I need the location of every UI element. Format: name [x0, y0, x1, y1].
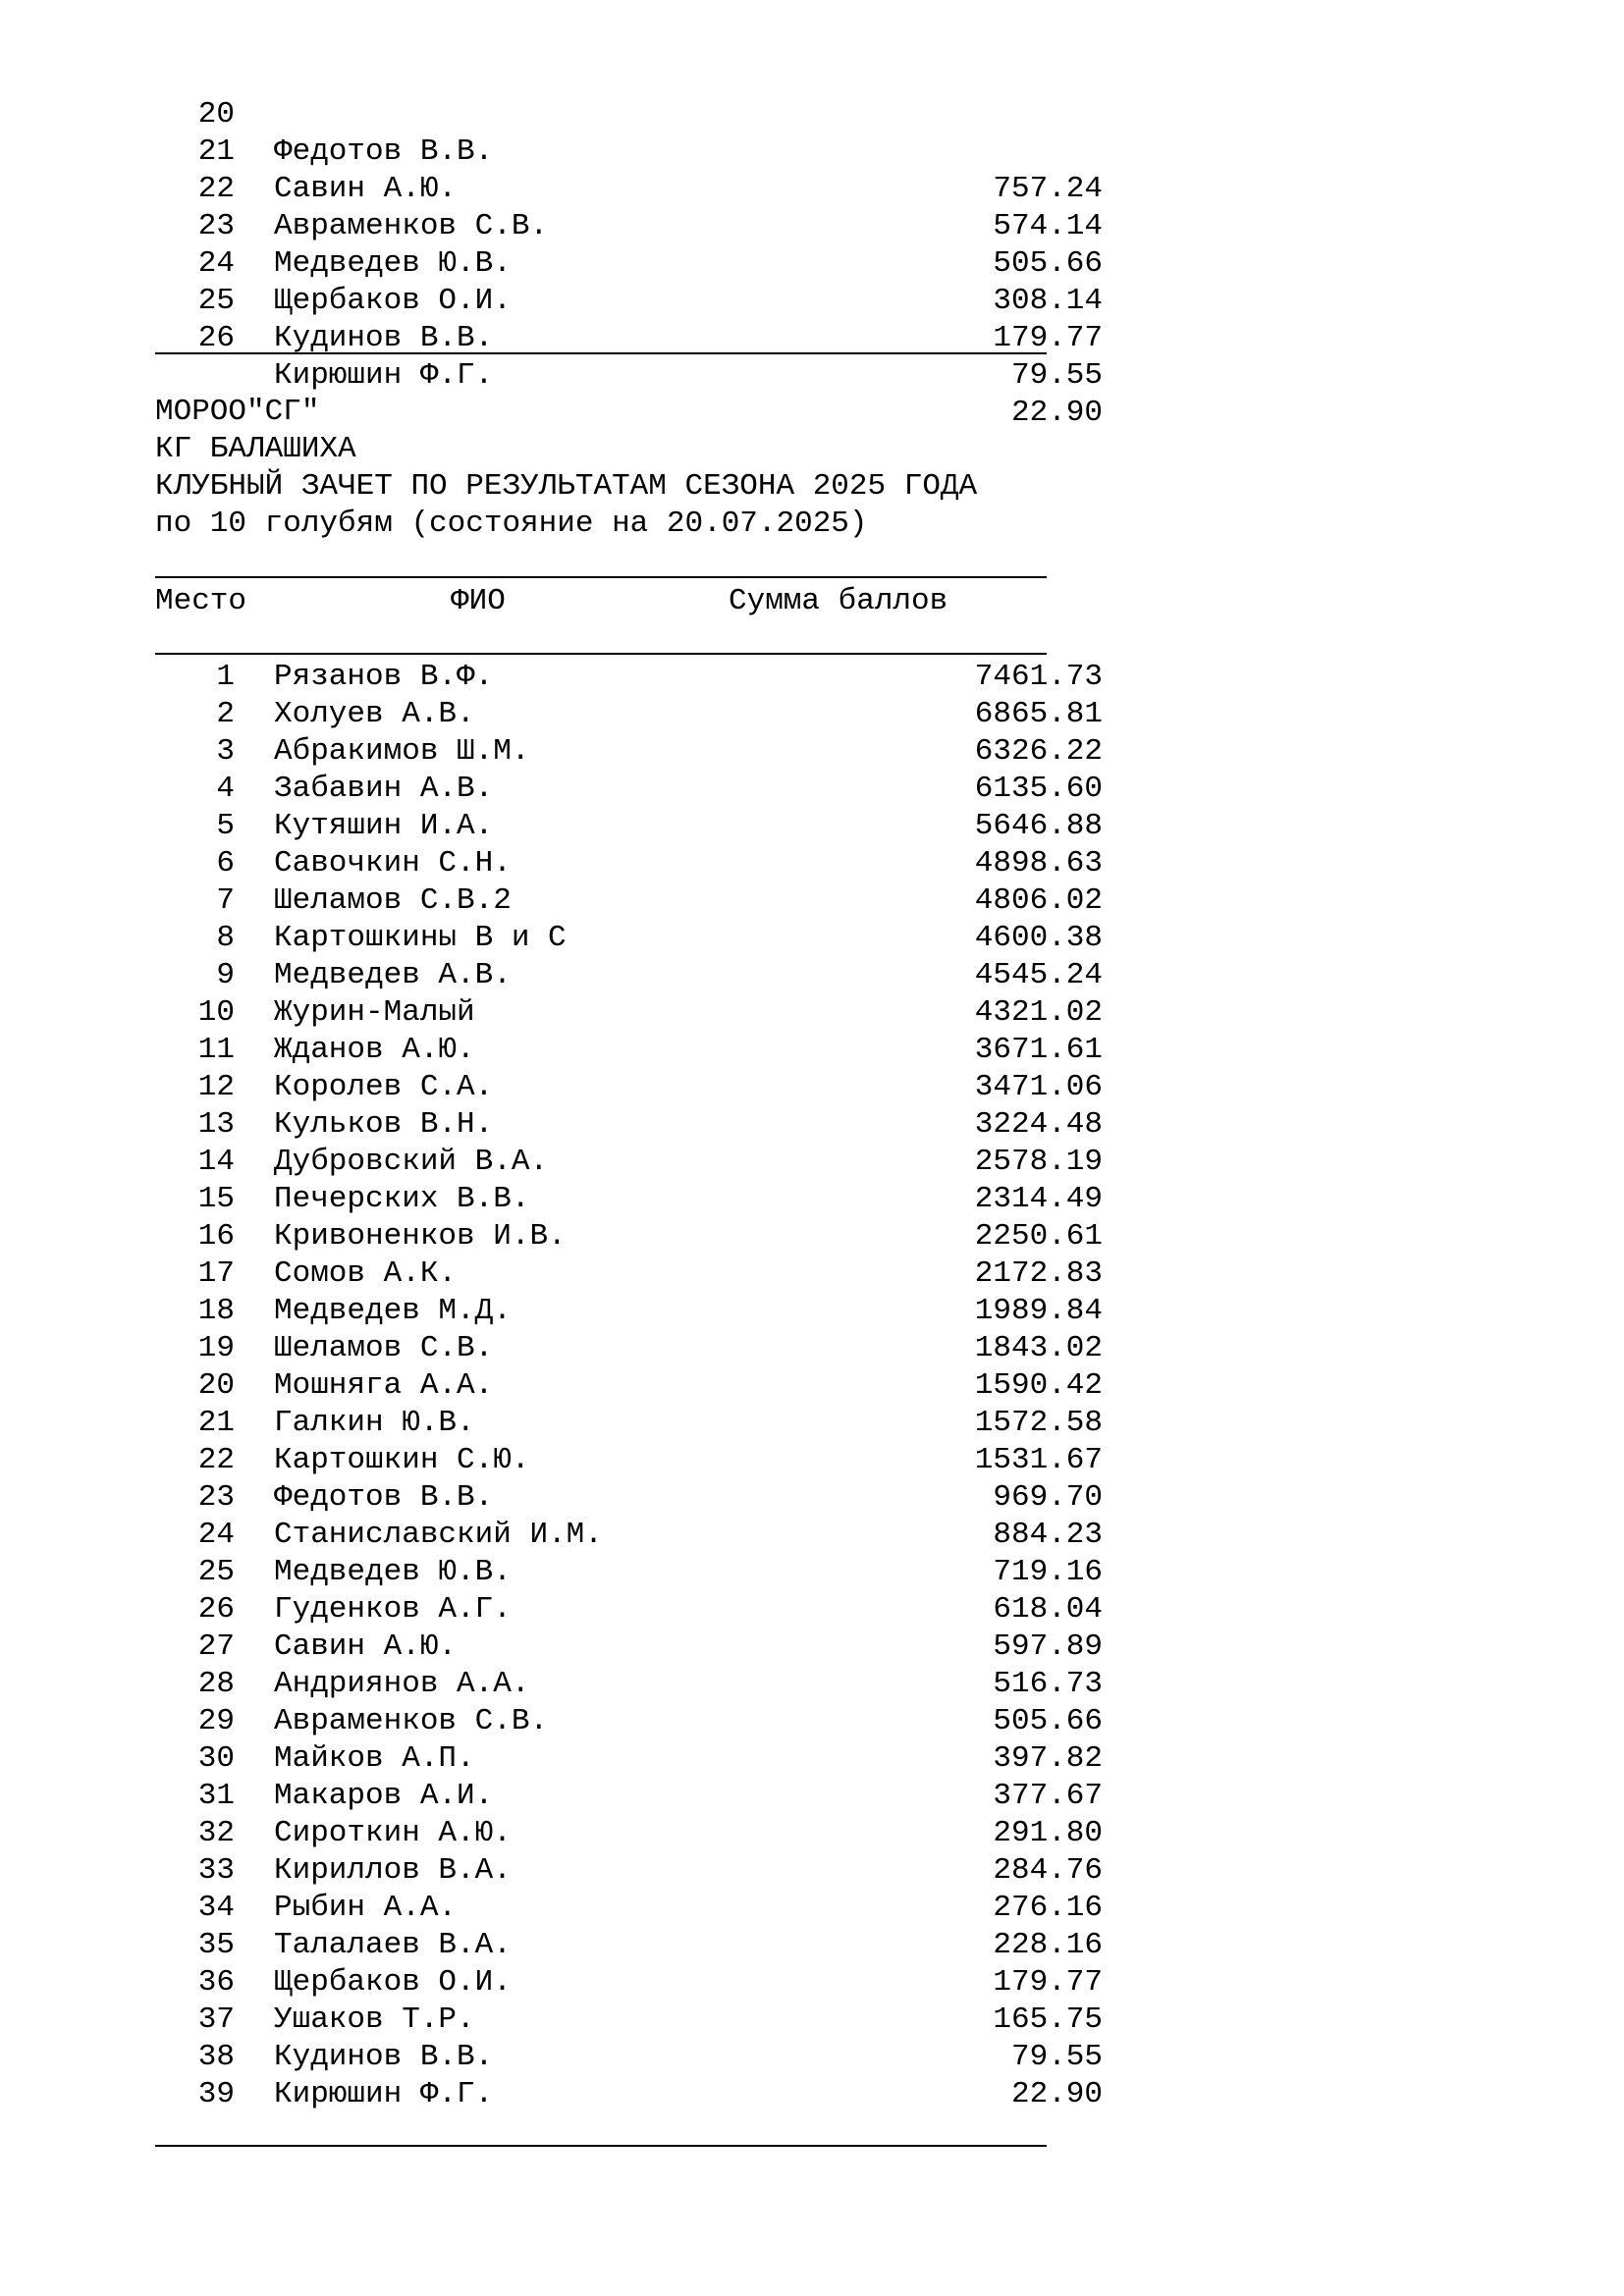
score-value: 1572.58	[974, 1406, 1103, 1440]
score-value: 3471.06	[974, 1070, 1103, 1104]
participant-name: Станиславский И.М.	[274, 1518, 603, 1552]
table-row	[155, 994, 1103, 1032]
table-row	[155, 1852, 1103, 1890]
column-header-name: ФИО	[451, 584, 506, 618]
participant-name: Авраменков С.В.	[274, 1704, 549, 1738]
score-value: 1590.42	[974, 1368, 1103, 1403]
table-row	[155, 1890, 1103, 1927]
score-value: 757.24	[993, 172, 1103, 206]
place-number: 20	[197, 97, 235, 132]
table-row	[155, 1479, 1103, 1517]
participant-name: Кутяшин И.А.	[274, 809, 494, 843]
participant-name: Авраменков С.В.	[274, 209, 549, 243]
place-number: 10	[197, 995, 235, 1030]
score-value: 179.77	[993, 321, 1103, 355]
table-row	[155, 1591, 1103, 1629]
report-subtitle: по 10 голубям (состояние на 20.07.2025)	[155, 507, 868, 541]
participant-name: Галкин Ю.В.	[274, 1406, 475, 1440]
score-value: 2578.19	[974, 1145, 1103, 1179]
table-row	[155, 1442, 1103, 1479]
score-value: 884.23	[993, 1518, 1103, 1552]
table-row	[155, 1964, 1103, 2002]
place-number: 20	[197, 1368, 235, 1403]
table-row	[155, 659, 1103, 696]
participant-name: Картошкин С.Ю.	[274, 1443, 530, 1477]
score-value: 6135.60	[974, 772, 1103, 806]
score-value: 2172.83	[974, 1256, 1103, 1291]
table-row	[155, 1106, 1103, 1144]
table-row	[155, 1554, 1103, 1591]
organization-name: МОРОО"СГ"	[155, 395, 320, 429]
place-number: 35	[197, 1928, 235, 1962]
table-row	[155, 1629, 1103, 1666]
place-number: 34	[197, 1891, 235, 1925]
divider	[155, 352, 1047, 354]
table-row	[155, 1293, 1103, 1330]
place-number: 37	[197, 2002, 235, 2037]
table-row	[155, 2076, 1103, 2113]
score-value: 228.16	[993, 1928, 1103, 1962]
table-row	[155, 1069, 1103, 1106]
place-number: 26	[197, 1592, 235, 1627]
table-row	[155, 733, 1103, 771]
score-value: 3224.48	[974, 1107, 1103, 1142]
place-number: 6	[216, 846, 235, 881]
place-number: 12	[197, 1070, 235, 1104]
place-number: 18	[197, 1294, 235, 1328]
table-row	[155, 920, 1103, 957]
table-row	[155, 1218, 1103, 1255]
place-number: 32	[197, 1816, 235, 1850]
participant-name: Кривоненков И.В.	[274, 1219, 567, 1254]
place-number: 9	[216, 958, 235, 992]
participant-name: Щербаков О.И.	[274, 284, 512, 318]
place-number: 13	[197, 1107, 235, 1142]
place-number: 31	[197, 1779, 235, 1813]
table-row	[155, 1740, 1103, 1778]
table-row	[155, 2002, 1103, 2039]
place-number: 21	[197, 134, 235, 169]
score-value: 291.80	[993, 1816, 1103, 1850]
score-value: 7461.73	[974, 660, 1103, 694]
participant-name: Медведев М.Д.	[274, 1294, 512, 1328]
place-number: 23	[197, 209, 235, 243]
score-value: 2250.61	[974, 1219, 1103, 1254]
place-number: 2	[216, 697, 235, 731]
participant-name: Савин А.Ю.	[274, 1629, 458, 1664]
participant-name: Федотов В.В.	[274, 1480, 494, 1515]
divider	[155, 2145, 1047, 2147]
place-number: 33	[197, 1853, 235, 1888]
score-value: 165.75	[993, 2002, 1103, 2037]
table-row	[155, 1927, 1103, 1964]
table-row	[155, 1367, 1103, 1405]
place-number: 28	[197, 1667, 235, 1701]
score-value: 377.67	[993, 1779, 1103, 1813]
participant-name: Сомов А.К.	[274, 1256, 458, 1291]
place-number: 27	[197, 1629, 235, 1664]
score-value: 4806.02	[974, 883, 1103, 918]
table-row	[155, 1405, 1103, 1442]
table-row	[155, 1330, 1103, 1367]
place-number: 15	[197, 1182, 235, 1216]
participant-name: Мошняга А.А.	[274, 1368, 494, 1403]
participant-name: Сироткин А.Ю.	[274, 1816, 512, 1850]
table-row	[155, 1815, 1103, 1852]
score-value: 6865.81	[974, 697, 1103, 731]
table-row	[155, 1778, 1103, 1815]
score-value: 969.70	[993, 1480, 1103, 1515]
participant-name: Андриянов А.А.	[274, 1667, 530, 1701]
score-value: 516.73	[993, 1667, 1103, 1701]
place-number: 14	[197, 1145, 235, 1179]
score-value: 179.77	[993, 1965, 1103, 2000]
place-number: 5	[216, 809, 235, 843]
score-value: 79.55	[1010, 358, 1103, 393]
place-number: 21	[197, 1406, 235, 1440]
place-number: 25	[197, 1555, 235, 1589]
participant-name: Кириллов В.А.	[274, 1853, 512, 1888]
place-number: 29	[197, 1704, 235, 1738]
score-value: 505.66	[993, 1704, 1103, 1738]
score-value: 276.16	[993, 1891, 1103, 1925]
participant-name: Абракимов Ш.М.	[274, 734, 530, 769]
place-number: 38	[197, 2040, 235, 2074]
participant-name: Печерских В.В.	[274, 1182, 530, 1216]
place-number: 3	[216, 734, 235, 769]
participant-name: Медведев А.В.	[274, 958, 512, 992]
table-row	[155, 808, 1103, 845]
table-row	[155, 845, 1103, 882]
place-number: 22	[197, 1443, 235, 1477]
place-number: 8	[216, 921, 235, 955]
score-value: 1989.84	[974, 1294, 1103, 1328]
participant-name: Кирюшин Ф.Г.	[274, 2077, 494, 2111]
score-value: 22.90	[1010, 396, 1103, 430]
participant-name: Майков А.П.	[274, 1741, 475, 1776]
participant-name: Савочкин С.Н.	[274, 846, 512, 881]
score-value: 6326.22	[974, 734, 1103, 769]
place-number: 4	[216, 772, 235, 806]
place-number: 24	[197, 1518, 235, 1552]
participant-name: Картошкины В и С	[274, 921, 567, 955]
participant-name: Кульков В.Н.	[274, 1107, 494, 1142]
divider	[155, 576, 1047, 578]
participant-name: Гуденков А.Г.	[274, 1592, 512, 1627]
score-value: 22.90	[1010, 2077, 1103, 2111]
table-row	[155, 1181, 1103, 1218]
participant-name: Медведев Ю.В.	[274, 246, 512, 281]
table-row	[155, 957, 1103, 994]
participant-name: Федотов В.В.	[274, 134, 494, 169]
score-value: 4600.38	[974, 921, 1103, 955]
score-value: 719.16	[993, 1555, 1103, 1589]
participant-name: Медведев Ю.В.	[274, 1555, 512, 1589]
divider	[155, 653, 1047, 655]
score-value: 5646.88	[974, 809, 1103, 843]
participant-name: Жданов А.Ю.	[274, 1033, 475, 1067]
report-title: КЛУБНЫЙ ЗАЧЕТ ПО РЕЗУЛЬТАТАМ СЕЗОНА 2025 ГОДА	[155, 469, 978, 504]
participant-name: Савин А.Ю.	[274, 172, 458, 206]
place-number: 36	[197, 1965, 235, 2000]
place-number: 1	[216, 660, 235, 694]
table-row	[155, 1517, 1103, 1554]
table-row	[155, 882, 1103, 920]
participant-name: Ушаков Т.Р.	[274, 2002, 475, 2037]
participant-name: Журин-Малый	[274, 995, 475, 1030]
participant-name: Рязанов В.Ф.	[274, 660, 494, 694]
participant-name: Рыбин А.А.	[274, 1891, 458, 1925]
table-row	[155, 1666, 1103, 1703]
participant-name: Талалаев В.А.	[274, 1928, 512, 1962]
place-number: 7	[216, 883, 235, 918]
score-value: 505.66	[993, 246, 1103, 281]
score-value: 4321.02	[974, 995, 1103, 1030]
place-number: 23	[197, 1480, 235, 1515]
score-value: 308.14	[993, 284, 1103, 318]
place-number: 19	[197, 1331, 235, 1365]
score-value: 397.82	[993, 1741, 1103, 1776]
score-value: 1531.67	[974, 1443, 1103, 1477]
participant-name: Кудинов В.В.	[274, 321, 494, 355]
table-row	[155, 1144, 1103, 1181]
table-row	[155, 1032, 1103, 1069]
score-value: 284.76	[993, 1853, 1103, 1888]
participant-name: Шеламов С.В.2	[274, 883, 512, 918]
place-number: 30	[197, 1741, 235, 1776]
place-number: 22	[197, 172, 235, 206]
place-number: 39	[197, 2077, 235, 2111]
score-value: 574.14	[993, 209, 1103, 243]
participant-name: Холуев А.В.	[274, 697, 475, 731]
score-value: 1843.02	[974, 1331, 1103, 1365]
table-row	[155, 1703, 1103, 1740]
column-header-score: Сумма баллов	[729, 584, 948, 618]
score-value: 2314.49	[974, 1182, 1103, 1216]
score-value: 618.04	[993, 1592, 1103, 1627]
participant-name: Дубровский В.А.	[274, 1145, 549, 1179]
place-number: 24	[197, 246, 235, 281]
participant-name: Королев С.А.	[274, 1070, 494, 1104]
participant-name: Щербаков О.И.	[274, 1965, 512, 2000]
score-value: 79.55	[1010, 2040, 1103, 2074]
table-row	[155, 1255, 1103, 1293]
club-name: КГ БАЛАШИХА	[155, 432, 356, 466]
table-row	[155, 696, 1103, 733]
table-row	[155, 771, 1103, 808]
participant-name: Забавин А.В.	[274, 772, 494, 806]
score-value: 4545.24	[974, 958, 1103, 992]
score-value: 3671.61	[974, 1033, 1103, 1067]
column-header-place: Место	[155, 584, 247, 618]
table-row	[155, 2039, 1103, 2076]
score-value: 4898.63	[974, 846, 1103, 881]
participant-name: Макаров А.И.	[274, 1779, 494, 1813]
score-value: 597.89	[993, 1629, 1103, 1664]
participant-name: Шеламов С.В.	[274, 1331, 494, 1365]
place-number: 25	[197, 284, 235, 318]
place-number: 17	[197, 1256, 235, 1291]
participant-name: Кудинов В.В.	[274, 2040, 494, 2074]
participant-name: Кирюшин Ф.Г.	[274, 358, 494, 393]
place-number: 16	[197, 1219, 235, 1254]
place-number: 11	[197, 1033, 235, 1067]
place-number: 26	[197, 321, 235, 355]
